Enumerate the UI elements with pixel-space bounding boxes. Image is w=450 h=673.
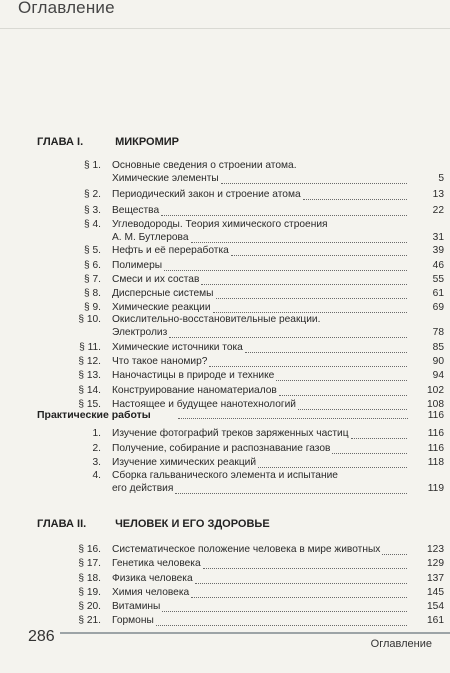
toc-entry-title xyxy=(112,457,407,469)
page-title: Оглавление xyxy=(18,0,115,17)
toc-entry-number: § 7. xyxy=(84,274,101,285)
toc-entry-text: Дисперсные системы xyxy=(112,288,214,299)
toc-entry-text: Вещества xyxy=(112,205,160,216)
toc-entry-title xyxy=(112,274,407,286)
toc-entry-text: Окислительно-восстановительные реакции. xyxy=(112,314,321,325)
toc-entry-number: 1. xyxy=(92,428,101,439)
toc-entry-title xyxy=(112,544,407,556)
practical-works-leader xyxy=(178,409,408,419)
toc-entry-leader xyxy=(162,602,407,612)
toc-entry-page: 116 xyxy=(427,428,444,439)
toc-entry-leader xyxy=(351,429,407,439)
toc-entry-text: Основные сведения о строении атома. xyxy=(112,160,297,171)
toc-entry-page: 61 xyxy=(432,288,444,299)
toc-entry-leader xyxy=(231,246,407,256)
toc-entry-title xyxy=(112,219,407,231)
toc-entry-page: 116 xyxy=(427,443,444,454)
toc-entry-leader xyxy=(258,458,407,468)
toc-entry-title xyxy=(112,558,407,570)
toc-entry-title xyxy=(112,173,407,185)
toc-entry-leader xyxy=(191,588,407,598)
toc-entry-leader xyxy=(276,371,407,381)
toc-entry-title xyxy=(112,245,407,257)
toc-entry-text: Витамины xyxy=(112,601,161,612)
toc-entry-title xyxy=(112,443,407,455)
toc-entry-text: Химические источники тока xyxy=(112,342,243,353)
chapter-1-title: МИКРОМИР xyxy=(115,136,179,148)
chapter-1-label: ГЛАВА I. xyxy=(37,136,84,148)
chapter-1-heading xyxy=(37,136,179,148)
toc-entry-text: Наночастицы в природе и технике xyxy=(112,370,275,381)
toc-entry-page: 118 xyxy=(427,457,444,468)
toc-entry-text: Настоящее и будущее нанотехнологий xyxy=(112,399,296,410)
chapter-2-title: ЧЕЛОВЕК И ЕГО ЗДОРОВЬЕ xyxy=(115,518,270,530)
toc-entry-page: 5 xyxy=(438,173,444,184)
toc-entry-number: § 6. xyxy=(84,260,101,271)
toc-entry-leader xyxy=(303,190,407,200)
toc-entry-leader xyxy=(279,386,407,396)
toc-entry-title xyxy=(112,601,407,613)
toc-entry-text: Гормоны xyxy=(112,615,154,626)
toc-entry-title xyxy=(112,260,407,272)
header-divider xyxy=(0,28,450,29)
toc-entry-page: 55 xyxy=(432,274,444,285)
toc-entry-text: Сборка гальванического элемента и испытание xyxy=(112,470,338,481)
toc-entry-number: § 12. xyxy=(78,356,101,367)
toc-entry-text: Изучение химических реакций xyxy=(112,457,257,468)
toc-entry-text: Изучение фотографий треков заряженных частиц xyxy=(112,428,349,439)
toc-entry-page: 78 xyxy=(432,327,444,338)
toc-entry-leader xyxy=(195,574,407,584)
toc-entry-number: § 21. xyxy=(78,615,101,626)
toc-entry-text: Периодический закон и строение атома xyxy=(112,189,301,200)
toc-entry-title xyxy=(112,370,407,382)
toc-entry-text: Углеводороды. Теория химического строения xyxy=(112,219,328,230)
toc-entry-text: его действия xyxy=(112,483,174,494)
toc-entry-title xyxy=(112,205,407,217)
toc-entry-title xyxy=(112,232,407,244)
toc-entry-text: Смеси и их состав xyxy=(112,274,200,285)
practical-works-heading: Практические работы xyxy=(37,409,151,421)
toc-entry-leader xyxy=(201,275,407,285)
toc-entry-text: Химические реакции xyxy=(112,302,211,313)
toc-entry-page: 119 xyxy=(427,483,444,494)
toc-entry-leader xyxy=(221,174,407,184)
toc-entry-number: § 16. xyxy=(78,544,101,555)
toc-entry-text: Полимеры xyxy=(112,260,163,271)
toc-entry-title xyxy=(112,615,407,627)
toc-entry-leader xyxy=(161,206,407,216)
toc-entry-text: Конструирование наноматериалов xyxy=(112,385,277,396)
toc-entry-leader xyxy=(216,289,408,299)
toc-entry-title xyxy=(112,288,407,300)
toc-entry-text: Систематическое положение человека в мире животных xyxy=(112,544,381,555)
toc-entry-number: § 1. xyxy=(84,160,101,171)
toc-entry-page: 154 xyxy=(427,601,444,612)
toc-entry-page: 145 xyxy=(427,587,444,598)
toc-entry-number: § 13. xyxy=(78,370,101,381)
toc-entry-text: А. М. Бутлерова xyxy=(112,232,189,243)
toc-entry-title xyxy=(112,189,407,201)
toc-entry-page: 69 xyxy=(432,302,444,313)
toc-entry-title xyxy=(112,573,407,585)
toc-entry-page: 94 xyxy=(432,370,444,381)
toc-entry-leader xyxy=(213,303,407,313)
toc-entry-page: 13 xyxy=(432,189,444,200)
chapter-2-label: ГЛАВА II. xyxy=(37,518,87,530)
toc-entry-title xyxy=(112,587,407,599)
toc-entry-page: 39 xyxy=(432,245,444,256)
practical-works-page: 116 xyxy=(427,410,444,421)
toc-entry-number: § 11. xyxy=(79,342,101,353)
toc-entry-title xyxy=(112,342,407,354)
toc-entry-leader xyxy=(245,343,407,353)
toc-entry-title xyxy=(112,314,407,326)
toc-entry-number: § 8. xyxy=(84,288,101,299)
toc-entry-title xyxy=(112,470,407,482)
footer-label: Оглавление xyxy=(370,638,432,650)
toc-entry-page: 46 xyxy=(432,260,444,271)
toc-entry-number: 2. xyxy=(92,443,101,454)
toc-entry-text: Электролиз xyxy=(112,327,168,338)
toc-entry-number: § 17. xyxy=(78,558,101,569)
toc-entry-page: 31 xyxy=(432,232,444,243)
toc-entry-page: 22 xyxy=(432,205,444,216)
toc-entry-leader xyxy=(164,261,407,271)
toc-entry-page: 90 xyxy=(432,356,444,367)
toc-entry-leader xyxy=(156,616,407,626)
toc-entry-page: 123 xyxy=(427,544,444,555)
toc-entry-text: Химия человека xyxy=(112,587,190,598)
toc-entry-number: § 4. xyxy=(84,219,101,230)
toc-entry-title xyxy=(112,483,407,495)
toc-entry-title xyxy=(112,356,407,368)
toc-entry-leader xyxy=(382,545,407,555)
footer-divider xyxy=(60,632,450,634)
toc-entry-leader xyxy=(169,328,407,338)
toc-entry-number: § 5. xyxy=(84,245,101,256)
toc-entry-leader xyxy=(175,484,407,494)
toc-entry-title xyxy=(112,385,407,397)
toc-entry-page: 102 xyxy=(427,385,444,396)
toc-entry-number: § 19. xyxy=(78,587,101,598)
chapter-2-heading xyxy=(37,518,270,530)
toc-entry-number: § 2. xyxy=(84,189,101,200)
toc-entry-number: § 3. xyxy=(84,205,101,216)
toc-entry-leader xyxy=(332,444,407,454)
toc-entry-number: § 20. xyxy=(78,601,101,612)
toc-entry-title xyxy=(112,160,407,172)
toc-entry-number: § 14. xyxy=(78,385,101,396)
toc-entry-leader xyxy=(191,233,407,243)
toc-entry-text: Химические элементы xyxy=(112,173,219,184)
toc-entry-number: § 18. xyxy=(78,573,101,584)
toc-entry-text: Получение, собирание и распознавание газов xyxy=(112,443,331,454)
toc-entry-number: § 15. xyxy=(78,399,101,410)
toc-entry-text: Генетика человека xyxy=(112,558,201,569)
toc-entry-page: 137 xyxy=(427,573,444,584)
toc-entry-number: 4. xyxy=(92,470,101,481)
toc-entry-title xyxy=(112,302,407,314)
toc-entry-number: § 9. xyxy=(84,302,101,313)
toc-entry-page: 129 xyxy=(427,558,444,569)
toc-entry-text: Что такое наномир? xyxy=(112,356,208,367)
toc-entry-number: § 10. xyxy=(78,314,101,325)
toc-entry-number: 3. xyxy=(92,457,101,468)
toc-entry-page: 108 xyxy=(427,399,444,410)
toc-entry-title xyxy=(112,428,407,440)
toc-entry-page: 85 xyxy=(432,342,444,353)
toc-entry-text: Нефть и её переработка xyxy=(112,245,229,256)
toc-entry-text: Физика человека xyxy=(112,573,193,584)
footer-page-number: 286 xyxy=(28,628,55,645)
toc-entry-title xyxy=(112,327,407,339)
toc-entry-page: 161 xyxy=(427,615,444,626)
toc-entry-leader xyxy=(203,559,407,569)
toc-entry-leader xyxy=(209,357,407,367)
